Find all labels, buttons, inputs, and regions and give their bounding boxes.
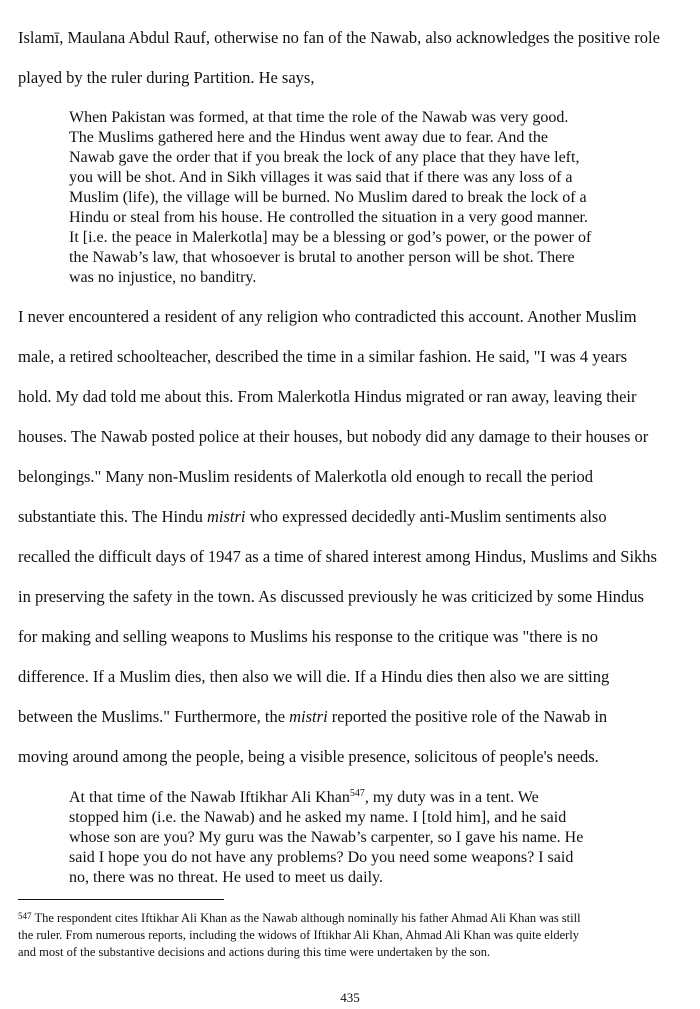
- footnote-reference[interactable]: 547: [349, 788, 365, 799]
- quote-line: Muslim (life), the village will be burned. No Muslim dared to break the lock of a: [69, 189, 587, 206]
- body-text-line: [18, 507, 607, 527]
- page-number: 435: [340, 990, 360, 1005]
- quote-line: stopped him (i.e. the Nawab) and he asked my name. I [told him], and he said: [69, 809, 567, 826]
- emphasis-mistri: mistri: [206, 507, 246, 526]
- quote-line: Hindu or steal from his house. He controlled the situation in a very good manner.: [69, 209, 588, 226]
- quote-line: said I hope you do not have any problems? Do you need some weapons? I said: [69, 849, 574, 866]
- body-text-line: for making and selling weapons to Muslims his response to the critique was "there is no: [18, 627, 599, 646]
- body-text-line: belongings." Many non-Muslim residents of Malerkotla old enough to recall the period: [18, 467, 593, 486]
- footnote-divider: [18, 899, 224, 900]
- body-text-line: Islamī, Maulana Abdul Rauf, otherwise no fan of the Nawab, also acknowledges the positive role: [18, 28, 660, 47]
- footnote: [18, 908, 698, 961]
- emphasis-mistri: mistri: [289, 707, 328, 726]
- text-segment: At that time of the Nawab Iftikhar Ali Khan: [69, 789, 350, 806]
- quote-line: Nawab gave the order that if you break the lock of any place that they have left,: [69, 149, 580, 166]
- quote-line: no, there was no threat. He used to meet us daily.: [69, 869, 383, 886]
- text-segment: , my duty was in a tent. We: [364, 789, 539, 806]
- body-text-line: hold. My dad told me about this. From Malerkotla Hindus migrated or ran away, leaving their: [18, 387, 637, 406]
- body-text-line: houses. The Nawab posted police at their houses, but nobody did any damage to their houses or: [18, 427, 649, 446]
- text-segment: who expressed decidedly anti-Muslim sentiments also: [245, 507, 607, 526]
- quote-line: was no injustice, no banditry.: [69, 269, 257, 286]
- quote-line: The Muslims gathered here and the Hindus went away due to fear. And the: [69, 129, 548, 146]
- text-segment: substantiate this. The Hindu: [18, 507, 207, 526]
- text-segment: between the Muslims." Furthermore, the: [18, 707, 290, 726]
- quote-line: whose son are you? My guru was the Nawab’s carpenter, so I gave his name. He: [69, 829, 584, 846]
- body-text-line: in preserving the safety in the town. As discussed previously he was criticized by some Hindus: [18, 587, 644, 606]
- quote-line: you will be shot. And in Sikh villages it was said that if there was any loss of a: [69, 169, 573, 186]
- quote-line: the Nawab’s law, that whosoever is brutal to another person will be shot. There: [69, 249, 575, 266]
- body-text-line: moving around among the people, being a visible presence, solicitous of people's needs.: [18, 747, 599, 766]
- body-text-line: played by the ruler during Partition. He says,: [18, 68, 315, 87]
- quote-line: [69, 788, 669, 808]
- quote-line: When Pakistan was formed, at that time the role of the Nawab was very good.: [69, 109, 569, 126]
- text-segment: The respondent cites Iftikhar Ali Khan as the Nawab although nominally his father Ahmad Ali Khan was still: [34, 911, 581, 925]
- footnote-line: and most of the substantive decisions and actions during this time were undertaken by the son.: [18, 945, 491, 959]
- footnote-line: the ruler. From numerous reports, including the widows of Iftikhar Ali Khan, Ahmad Ali Khan was quite elderly: [18, 928, 580, 942]
- quote-line: It [i.e. the peace in Malerkotla] may be a blessing or god’s power, or the power of: [69, 229, 592, 246]
- text-segment: reported the positive role of the Nawab in: [327, 707, 608, 726]
- block-quote-2: [69, 788, 669, 888]
- footnote-number: 547: [18, 911, 32, 921]
- footnote-line: [18, 908, 698, 927]
- body-text-line: recalled the difficult days of 1947 as a time of shared interest among Hindus, Muslims and Sikhs: [18, 547, 657, 566]
- body-text-line: difference. If a Muslim dies, then also we will die. If a Hindu dies then also we are sitting: [18, 667, 610, 686]
- body-text-line: male, a retired schoolteacher, described the time in a similar fashion. He said, "I was 4 years: [18, 347, 628, 366]
- body-text-line: [18, 707, 607, 727]
- body-text-line: I never encountered a resident of any religion who contradicted this account. Another Muslim: [18, 307, 637, 326]
- block-quote-1: [69, 108, 669, 288]
